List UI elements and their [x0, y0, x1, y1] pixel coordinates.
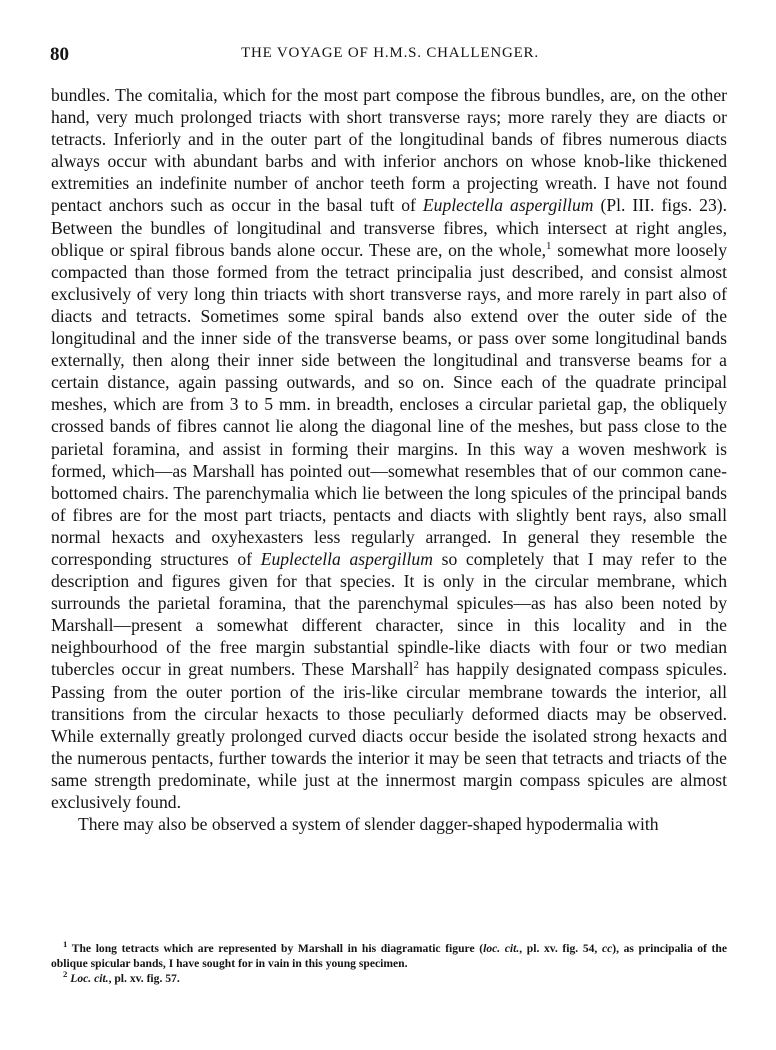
citation-reference: Loc. cit.: [70, 972, 109, 985]
text-run: bundles. The comitalia, which for the most part compose the fibrous bundles, are, on the other hand, very much prolonged triacts with short transverse rays; more rarely they are diacts or tetracts. Inferiorly and in the outer part of the longitudinal bands of fibres numerous diacts always occur with abundant barbs and with inferior anchors on whose knob-like thickened extremities an indefinite number of anchor teeth form a projecting wreath. I have not found pentact anchors such as occur in the basal tuft of: [51, 85, 727, 216]
page-header: [50, 44, 730, 68]
footnote: [51, 941, 727, 971]
footnote-text: The long tetracts which are represented by Marshall in his diagramatic figure (: [67, 942, 484, 955]
footnote-text: , pl. xv. fig. 57.: [108, 972, 180, 985]
figure-label: cc: [601, 942, 613, 955]
species-name: Euplectella aspergillum: [260, 548, 433, 569]
text-run: (Pl. III. figs. 23). Between the bundles of longitudinal and transverse fibres, which intersect at right angles, oblique or spiral fibrous bands alone occur. These are, on the whole,: [51, 195, 728, 260]
text-run: so completely that I may refer to the description and figures given for that species. It is only in the circular membrane, which surrounds the parietal foramina, that the parenchymal spicules—as has also been noted by Marshall—present a somewhat different character, since in this locality and in the neighbourhood of the free margin substantial spindle-like diacts with four or two median tubercles occur in great numbers. These Marshall: [51, 548, 727, 680]
footnote-text: , pl. xv. fig. 54,: [519, 942, 602, 955]
footnote-text: ), as principalia of the oblique spicular bands, I have sought for in vain in this young specimen.: [51, 942, 727, 970]
running-title: THE VOYAGE OF H.M.S. CHALLENGER.: [241, 45, 539, 61]
species-name: Euplectella aspergillum: [422, 195, 594, 216]
page-number: 80: [50, 44, 69, 65]
body-text: [51, 84, 727, 835]
footnote-reference: 1: [546, 239, 552, 252]
footnote-marker: 2: [63, 969, 68, 980]
footnote: [51, 971, 727, 986]
footnotes: [51, 941, 727, 986]
text-run: somewhat more loosely compacted than those formed from the tetract principalia just described, and consist almost exclusively of very long thin triacts with short transverse rays, and more rarely in part also of diacts and tetracts. Sometimes some spiral bands also extend over the outer side of the longitudinal and the inner side of the transverse beams, or pass over some longitudinal bands externally, then along their inner side between the longitudinal and transverse beams for a certain distance, again passing outwards, and so on. Since each of the quadrate principal meshes, which are from 3 to 5 mm. in breadth, encloses a circular parietal gap, the obliquely crossed bands of fibres cannot lie along the diagonal line of the meshes, but pass close to the parietal foramina, and assist in forming their margins. In this way a woven meshwork is formed, which—as Marshall has pointed out—somewhat resembles that of our common cane-bottomed chairs. The parenchymalia which lie between the long spicules of the principal bands of fibres are for the most part triacts, pentacts and diacts with slightly bent rays, also small normal hexacts and oxyhexasters less regularly arranged. In general they resemble the corresponding structures of: [51, 239, 727, 569]
paragraph: There may also be observed a system of slender dagger-shaped hypodermalia with: [78, 814, 659, 835]
citation-reference: loc. cit.: [483, 942, 520, 955]
footnote-reference: 2: [413, 659, 419, 672]
text-run: has happily designated compass spicules. Passing from the outer portion of the iris-like circular membrane towards the interior, all transitions from the circular hexacts to those peculiarly deformed diacts may be observed. While externally greatly prolonged curved diacts occur beside the isolated strong hexacts and the numerous pentacts, further towards the interior it may be seen that tetracts and triacts of the same strength predominate, while just at the innermost margin compass spicules are almost exclusively found.: [51, 659, 727, 812]
footnote-marker: 1: [63, 939, 68, 950]
paragraph: [51, 84, 727, 813]
